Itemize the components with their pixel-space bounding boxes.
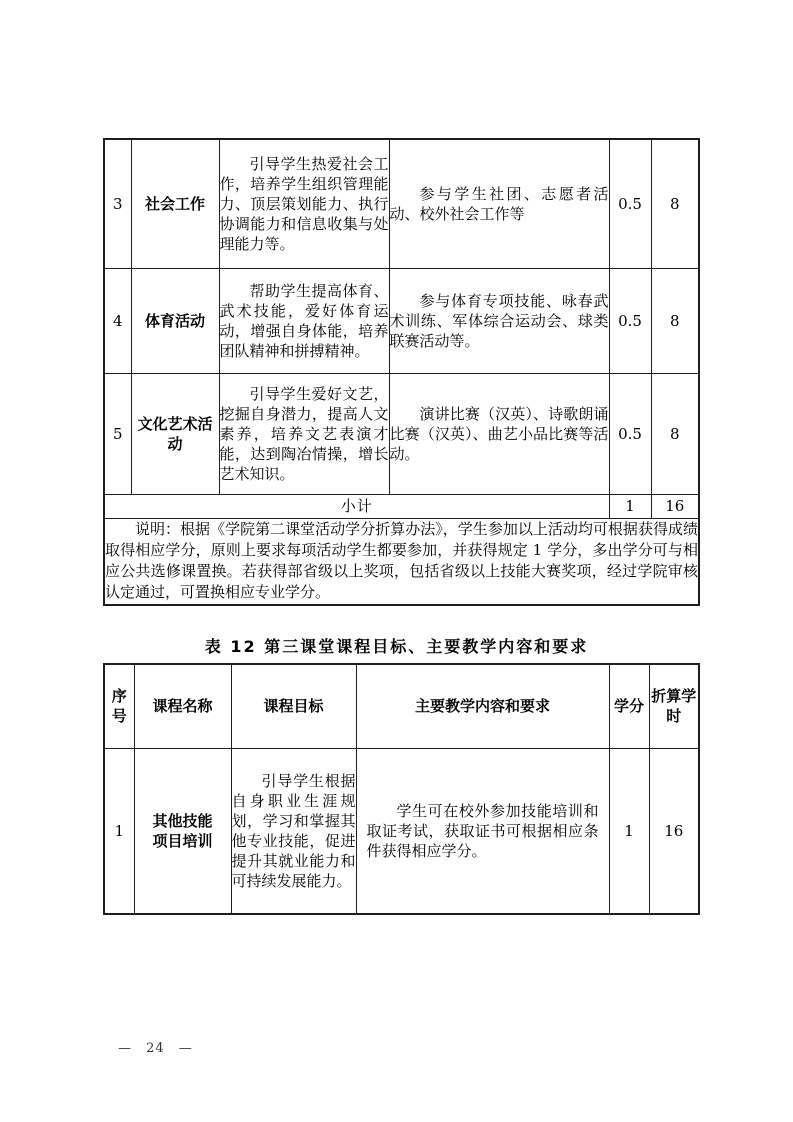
subtotal-label-cell: 小计 <box>104 494 609 518</box>
serial-cell: 1 <box>104 748 134 914</box>
teaching-content-cell <box>389 373 609 494</box>
hours-cell: 8 <box>651 139 699 268</box>
header-credit: 学分 <box>609 664 649 748</box>
table-note-text: 说明：根据《学院第二课堂活动学分折算办法》，学生参加以上活动均可根据获得成绩取得相应学分，原则上要求每项活动学生都要参加，并获得规定 1 学分，多出学分可与相应公共选修课置换。若获得部省级以上奖项，包括省级以上技能大赛奖项，经过学院审核认定通过，可置换相应专业学分。 <box>105 520 698 602</box>
course-name-cell: 体育活动 <box>131 268 219 373</box>
table-header-row <box>104 664 699 748</box>
header-course-objective: 课程目标 <box>231 664 356 748</box>
course-objective-cell <box>231 748 356 914</box>
serial-cell: 4 <box>104 268 131 373</box>
page-number: — 24 — <box>118 1041 193 1056</box>
teaching-content-cell <box>389 268 609 373</box>
course-name-cell: 文化艺术活动 <box>131 373 219 494</box>
hours-cell: 8 <box>651 373 699 494</box>
credit-cell: 0.5 <box>609 373 651 494</box>
table12-title: 表 12 第三课堂课程目标、主要教学内容和要求 <box>204 637 589 656</box>
subtotal-credit-cell: 1 <box>609 494 651 518</box>
header-teaching-content: 主要教学内容和要求 <box>356 664 609 748</box>
course-objective-cell <box>219 268 389 373</box>
teaching-content-text: 参与学生社团、志愿者活动、校外社会工作等 <box>389 184 609 223</box>
course-name-cell: 其他技能项目培训 <box>134 748 231 914</box>
course-objective-text: 引导学生根据自身职业生涯规划，学习和掌握其他专业技能，促进提升其就业能力和可持续发展能力。 <box>231 771 356 890</box>
course-objective-cell <box>219 373 389 494</box>
credit-cell: 0.5 <box>609 268 651 373</box>
header-serial: 序号 <box>104 664 134 748</box>
teaching-content-text: 演讲比赛（汉英）、诗歌朗诵比赛（汉英）、曲艺小品比赛等活动。 <box>389 404 609 463</box>
table-row <box>104 139 699 268</box>
teaching-content-cell <box>356 748 609 914</box>
course-objective-text: 帮助学生提高体育、武术技能，爱好体育运动，增强自身体能，培养团队精神和拼搏精神。 <box>219 281 389 360</box>
credit-cell: 1 <box>609 748 649 914</box>
teaching-content-text: 学生可在校外参加技能培训和取证考试，获取证书可根据相应条件获得相应学分。 <box>366 801 599 860</box>
teaching-content-text: 参与体育专项技能、咏春武术训练、军体综合运动会、球类联赛活动等。 <box>389 291 609 350</box>
table-row <box>104 373 699 494</box>
serial-cell: 5 <box>104 373 131 494</box>
serial-cell: 3 <box>104 139 131 268</box>
table-note-cell <box>104 518 699 605</box>
table-third-classroom <box>103 663 700 915</box>
header-hours: 折算学时 <box>649 664 699 748</box>
hours-cell: 8 <box>651 268 699 373</box>
table-row <box>104 748 699 914</box>
course-name-cell: 社会工作 <box>131 139 219 268</box>
credit-cell: 0.5 <box>609 139 651 268</box>
hours-cell: 16 <box>649 748 699 914</box>
course-objective-text: 引导学生热爱社会工作，培养学生组织管理能力、顶层策划能力、执行协调能力和信息收集与处理能力等。 <box>219 154 389 253</box>
subtotal-row <box>104 494 699 518</box>
course-objective-text: 引导学生爱好文艺，挖掘自身潜力，提高人文素养，培养文艺表演才能，达到陶冶情操，增长艺术知识。 <box>219 384 389 483</box>
table-second-classroom <box>103 138 700 606</box>
teaching-content-cell <box>389 139 609 268</box>
table-row <box>104 268 699 373</box>
course-objective-cell <box>219 139 389 268</box>
note-row <box>104 518 699 605</box>
subtotal-hours-cell: 16 <box>651 494 699 518</box>
header-course-name: 课程名称 <box>134 664 231 748</box>
